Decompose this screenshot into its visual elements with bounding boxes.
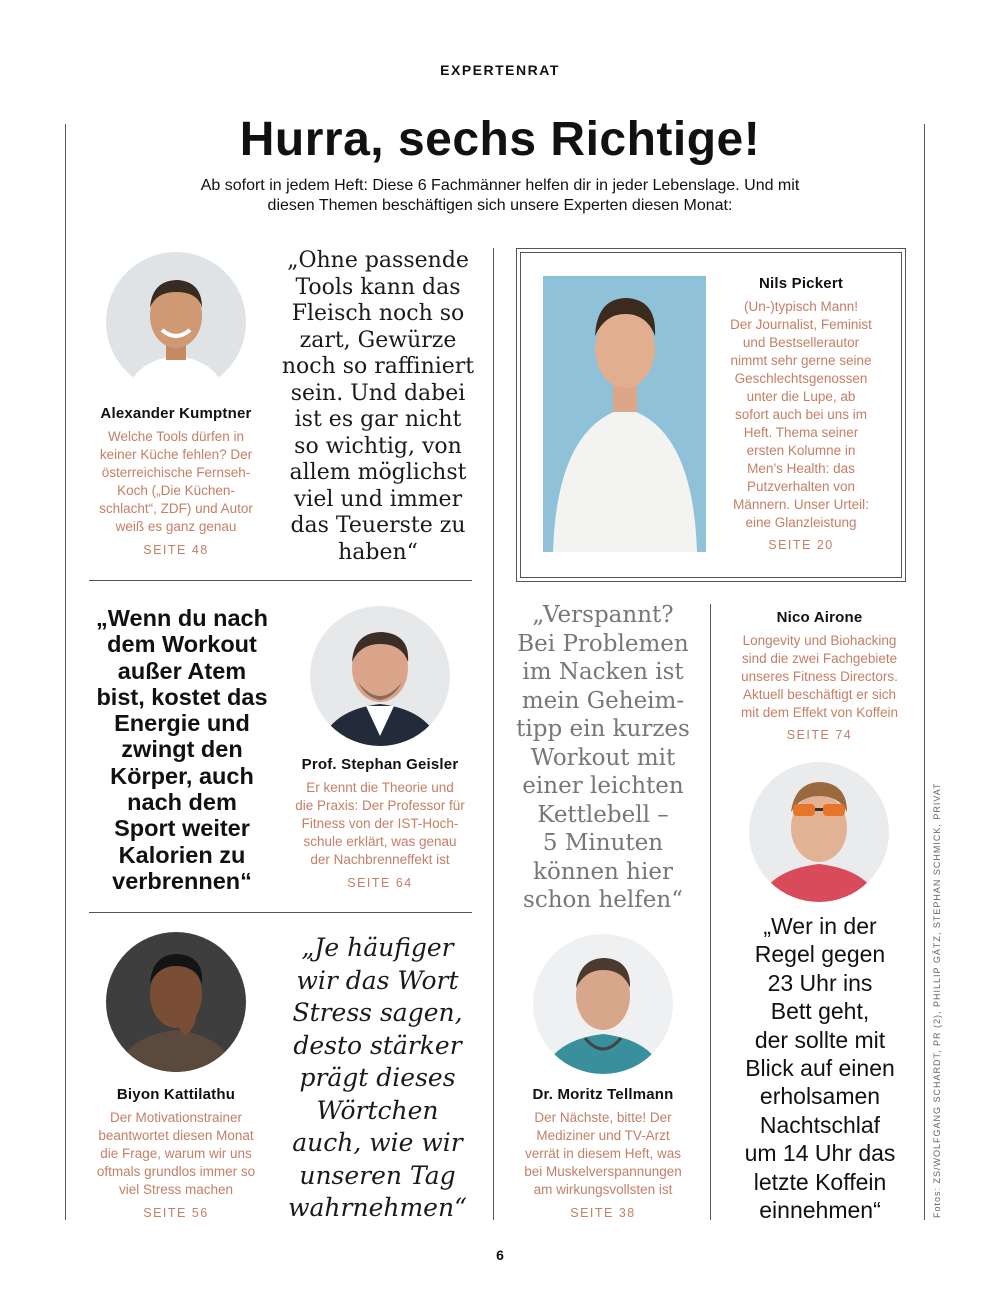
intro-text <box>140 176 860 216</box>
quote-line: 5 Minuten <box>542 830 664 856</box>
bio-line: Heft. Thema seiner <box>743 425 859 440</box>
bio-line: sofort auch bei uns im <box>734 407 868 422</box>
bio-line: die Frage, warum wir uns <box>100 1146 252 1161</box>
avatar-biyon-kattilathu <box>106 932 246 1072</box>
bio-line: sind die zwei Fachgebiete <box>741 651 898 666</box>
page-ref-56: SEITE 56 <box>143 1206 209 1220</box>
bio-line: unseres Fitness Directors. <box>741 669 898 684</box>
portrait-icon <box>310 606 450 746</box>
portrait-icon <box>106 252 246 392</box>
bio-line: verrät in diesem Heft, was <box>524 1146 682 1161</box>
row-divider-2 <box>89 912 472 913</box>
quote-biyon-kattilathu <box>270 932 485 1225</box>
name-moritz-tellmann: Dr. Moritz Tellmann <box>532 1086 674 1103</box>
bio-line: nimmt sehr gerne seine <box>730 353 872 368</box>
quote-line: im Nacken ist <box>522 659 684 685</box>
quote-line: nach dem <box>127 789 237 816</box>
intro-line: Ab sofort in jedem Heft: Diese 6 Fachmänner helfen dir in jeder Lebenslage. Und mit <box>200 177 800 194</box>
page-ref-64: SEITE 64 <box>347 876 413 890</box>
quote-line: prägt dieses <box>299 1063 456 1092</box>
quote-line: Fleisch noch so <box>291 301 465 326</box>
bio-nils-pickert <box>716 298 886 532</box>
quote-line: der sollte mit <box>754 1026 886 1053</box>
bio-line: der Nachbrenneffekt ist <box>310 852 450 867</box>
quote-moritz-tellmann <box>503 601 703 915</box>
quote-line: Körper, auch <box>110 762 254 789</box>
page-ref-38: SEITE 38 <box>570 1206 636 1220</box>
bio-line: Der Journalist, Feminist <box>730 317 872 332</box>
quote-line: Kettlebell – <box>537 801 669 828</box>
quote-line: desto stärker <box>293 1030 462 1060</box>
page-title: Hurra, sechs Richtige! <box>239 113 761 166</box>
quote-line: um 14 Uhr das <box>744 1140 896 1167</box>
quote-line: viel und immer <box>293 486 463 512</box>
avatar-nico-airone <box>749 762 889 902</box>
bio-line: Geschlechtsgenossen <box>734 371 868 386</box>
quote-line: Energie und <box>114 710 250 737</box>
quote-line: zart, Gewürze <box>299 327 457 353</box>
quote-line: außer Atem <box>117 657 247 684</box>
quote-nico-airone <box>720 912 920 1224</box>
bio-line: unter die Lupe, ab <box>746 389 856 404</box>
quote-line: Kalorien zu <box>118 841 246 868</box>
quote-line: Regel gegen <box>754 941 886 968</box>
portrait-icon <box>749 762 889 902</box>
bio-alexander-kumptner <box>76 428 276 536</box>
center-divider <box>493 248 494 1220</box>
quote-line: sein. Und dabei <box>290 380 466 406</box>
bio-line: die Praxis: Der Professor für <box>295 798 465 813</box>
photo-nils-pickert <box>543 276 706 552</box>
quote-line: verbrennen“ <box>112 867 252 894</box>
quote-line: wir das Wort <box>296 965 459 995</box>
quote-line: auch, wie wir <box>292 1128 463 1157</box>
quote-line: ist es gar nicht <box>294 407 462 432</box>
bio-line: Welche Tools dürfen in <box>107 429 245 444</box>
quote-line: Bett geht, <box>770 998 870 1025</box>
bio-line: und Bestsellerautor <box>742 335 860 350</box>
bio-moritz-tellmann <box>503 1109 703 1199</box>
bio-line: oftmals grundlos immer so <box>96 1164 256 1179</box>
portrait-icon <box>106 932 246 1072</box>
quote-line: „Wer in der <box>763 913 877 939</box>
quote-line: mein Geheim- <box>521 687 685 714</box>
portrait-icon <box>543 276 706 552</box>
quote-line: Workout mit <box>530 744 676 771</box>
quote-line: einer leichten <box>522 773 684 799</box>
quote-line: wahrnehmen“ <box>288 1193 467 1222</box>
intro-line: diesen Themen beschäftigen sich unsere Experten diesen Monat: <box>267 197 733 214</box>
bio-line: eine Glanzleistung <box>745 515 857 530</box>
page-number: 6 <box>496 1247 504 1263</box>
bio-line: am wirkungsvollsten ist <box>533 1182 673 1197</box>
bio-line: Mediziner und TV-Arzt <box>536 1128 670 1143</box>
bio-line: beantwortet diesen Monat <box>98 1128 254 1143</box>
page-ref-74: SEITE 74 <box>786 728 853 742</box>
bio-line: Aktuell beschäftigt er sich <box>742 687 897 702</box>
left-border <box>65 124 66 1220</box>
bio-line: Koch („Die Küchen- <box>117 483 235 498</box>
bio-line: Der Nächste, bitte! Der <box>534 1110 672 1125</box>
quote-line: „Wenn du nach <box>96 605 268 631</box>
quote-line: einnehmen“ <box>759 1197 881 1224</box>
right-column-divider <box>710 604 711 1220</box>
quote-line: so wichtig, von <box>294 433 462 459</box>
bio-line: weiß es ganz genau <box>115 519 237 534</box>
quote-line: Blick auf einen <box>745 1055 895 1082</box>
section-label: EXPERTENRAT <box>440 62 560 78</box>
quote-line: bist, kostet das <box>96 683 268 710</box>
bio-line: Der Motivationstrainer <box>109 1110 243 1125</box>
quote-line: zwingt den <box>121 736 243 763</box>
page-ref-20: SEITE 20 <box>768 538 834 552</box>
avatar-stephan-geisler <box>310 606 450 746</box>
quote-line: schon helfen“ <box>523 887 683 913</box>
bio-line: viel Stress machen <box>118 1182 234 1197</box>
quote-line: „Je häufiger <box>301 933 454 962</box>
quote-line: haben“ <box>338 539 418 565</box>
name-nils-pickert: Nils Pickert <box>758 275 844 292</box>
name-nico-airone: Nico Airone <box>776 609 863 626</box>
bio-line: Putzverhalten von <box>746 479 856 494</box>
bio-line: Longevity und Biohacking <box>742 633 897 648</box>
bio-line: Er kennt die Theorie und <box>306 780 454 795</box>
bio-line: keiner Küche fehlen? Der <box>99 447 253 462</box>
quote-line: Sport weiter <box>114 815 250 842</box>
bio-line: ersten Kolumne in <box>746 443 856 458</box>
name-biyon-kattilathu: Biyon Kattilathu <box>116 1086 236 1103</box>
bio-line: Männern. Unser Urteil: <box>733 497 869 512</box>
quote-line: Tools kann das <box>295 274 461 300</box>
bio-nico-airone <box>722 632 917 722</box>
name-stephan-geisler: Prof. Stephan Geisler <box>301 756 459 773</box>
quote-line: erholsamen <box>759 1083 881 1110</box>
quote-line: 23 Uhr ins <box>767 969 873 996</box>
portrait-icon <box>533 934 673 1074</box>
page-ref-48: SEITE 48 <box>143 543 209 557</box>
quote-line: „Ohne passende <box>287 248 469 273</box>
quote-line: letzte Koffein <box>753 1168 887 1195</box>
quote-line: können hier <box>533 858 673 885</box>
quote-line: dem Workout <box>107 631 257 658</box>
quote-line: Stress sagen, <box>292 998 463 1027</box>
right-border <box>924 124 925 1220</box>
avatar-alexander-kumptner <box>106 252 246 392</box>
name-alexander-kumptner: Alexander Kumptner <box>100 405 252 422</box>
quote-line: das Teuerste zu <box>290 513 466 538</box>
bio-line: mit dem Effekt von Koffein <box>740 705 899 720</box>
quote-line: unseren Tag <box>299 1160 456 1190</box>
bio-stephan-geisler <box>280 779 480 869</box>
quote-line: noch so raffiniert <box>281 354 475 379</box>
bio-line: Men’s Health: das <box>747 461 855 476</box>
quote-stephan-geisler <box>82 605 282 894</box>
quote-line: „Verspannt? <box>532 602 674 628</box>
quote-line: Nachtschlaf <box>759 1111 881 1138</box>
bio-line: schule erklärt, was genau <box>303 834 457 849</box>
bio-line: bei Muskelverspannungen <box>524 1164 682 1179</box>
quote-line: Bei Problemen <box>517 630 689 657</box>
quote-line: Wörtchen <box>316 1095 439 1125</box>
bio-biyon-kattilathu <box>76 1109 276 1199</box>
bio-line: (Un-)typisch Mann! <box>743 299 859 314</box>
bio-line: schlacht“, ZDF) und Autor <box>99 501 253 516</box>
row-divider-1 <box>89 580 472 581</box>
quote-alexander-kumptner <box>278 248 478 566</box>
quote-line: allem möglichst <box>289 460 467 485</box>
bio-line: Fitness von der IST-Hoch- <box>301 816 459 831</box>
photo-credit: Fotos: ZS/WOLFGANG SCHARDT, PR (2), PHILLIP GÄTZ, STEPHAN SCHMICK, PRIVAT <box>932 782 942 1218</box>
quote-line: tipp ein kurzes <box>516 716 690 742</box>
avatar-moritz-tellmann <box>533 934 673 1074</box>
bio-line: österreichische Fernseh- <box>101 465 251 480</box>
